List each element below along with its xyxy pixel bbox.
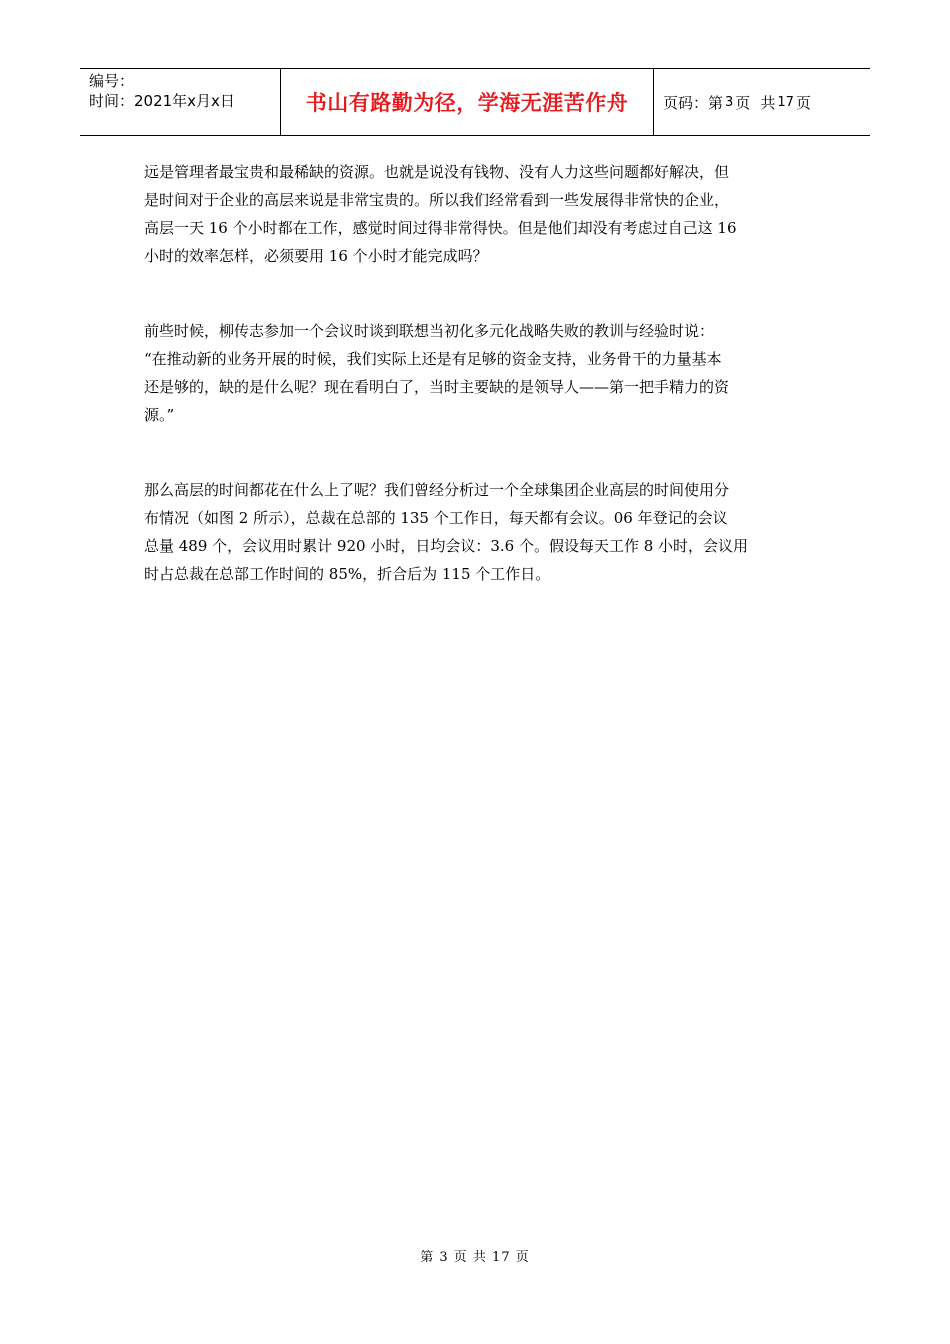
page-footer: 第 3 页 共 17 页 — [420, 1250, 530, 1265]
header-motto-cell — [281, 69, 654, 135]
date-label: 时间：2021年x月x日 — [89, 92, 235, 110]
page-label-mid: 页 — [735, 93, 751, 112]
serial-number-label: 编号： — [89, 72, 135, 90]
page-current-number: 3 — [725, 94, 734, 110]
body-paragraph: 前些时候，柳传志参加一个会议时谈到联想当初化多元化战略失败的教训与经验时说： “在推动新的业务开展的时候，我们实际上还是有足够的资金支持，业务骨干的力量基本 还是够的，缺的是什么呢？现在看明白了，当时主要缺的是领导人——第一把手精力的资 源。” — [144, 322, 730, 424]
page-header — [80, 68, 870, 136]
document-body — [144, 158, 816, 635]
header-meta-cell — [80, 69, 281, 135]
motto-text: 书山有路勤为径，学海无涯苦作舟 — [305, 90, 629, 115]
header-page-cell — [654, 69, 870, 135]
body-paragraph: 远是管理者最宝贵和最稀缺的资源。也就是说没有钱物、没有人力这些问题都好解决，但 是时间对于企业的高层来说是非常宝贵的。所以我们经常看到一些发展得非常快的企业， 高层一天 16 个小时都在工作，感觉时间过得非常得快。但是他们却没有考虑过自己这 16 小时的效率怎样，必须要用 16 个小时才能完成吗？ — [144, 163, 737, 265]
page-total-suffix: 页 — [795, 93, 811, 112]
page-total-prefix: 共 — [760, 93, 776, 112]
page-label-prefix: 页码：第 — [663, 93, 724, 112]
page-total-number: 17 — [777, 94, 794, 110]
body-paragraph: 那么高层的时间都花在什么上了呢？我们曾经分析过一个全球集团企业高层的时间使用分 布情况（如图 2 所示），总裁在总部的 135 个工作日，每天都有会议。06 年登记的会议 总量 489 个，会议用时累计 920 小时，日均会议：3.6 个。假设每天工作 8 小时，会议用 时占总裁在总部工作时间的 85%，折合后为 115 个工作日。 — [144, 481, 749, 583]
